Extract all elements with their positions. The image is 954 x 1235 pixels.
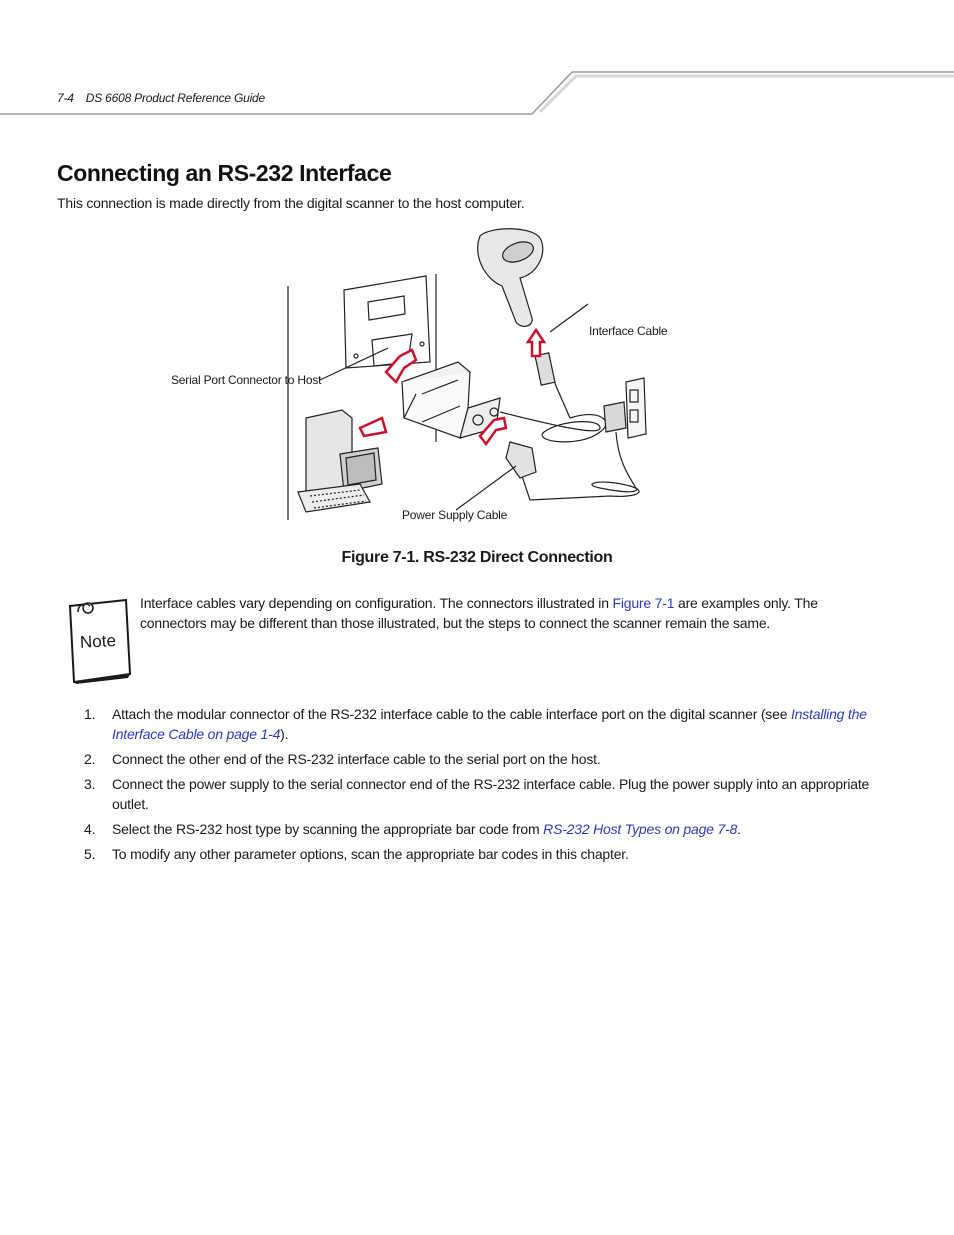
note-text bbox=[140, 593, 820, 633]
label-interface-cable: Interface Cable bbox=[589, 324, 668, 338]
label-power-supply: Power Supply Cable bbox=[402, 508, 508, 522]
host-types-link[interactable]: RS-232 Host Types on page 7-8 bbox=[543, 821, 738, 837]
step-text: Connect the other end of the RS-232 interface cable to the serial port on the host. bbox=[112, 751, 601, 767]
figure-caption: Figure 7-1. RS-232 Direct Connection bbox=[341, 549, 613, 566]
step-number: 5. bbox=[84, 846, 96, 862]
power-supply-plug bbox=[506, 442, 536, 478]
section-title: Connecting an RS-232 Interface bbox=[57, 160, 392, 186]
interface-cable bbox=[500, 353, 606, 442]
step-item bbox=[84, 774, 874, 814]
step-text-after: ). bbox=[280, 726, 289, 742]
step-number: 1. bbox=[84, 706, 96, 722]
figure-link[interactable]: Figure 7-1 bbox=[612, 595, 675, 611]
serial-connector bbox=[402, 362, 500, 438]
wall-outlet bbox=[520, 378, 646, 500]
scanner-illustration bbox=[478, 229, 543, 327]
step-item bbox=[84, 844, 874, 864]
section-intro: This connection is made directly from the digital scanner to the host computer. bbox=[57, 195, 525, 211]
step-item bbox=[84, 704, 874, 744]
step-text: Select the RS-232 host type by scanning the appropriate bar code from bbox=[112, 821, 544, 837]
connection-figure bbox=[160, 222, 680, 532]
step-text: To modify any other parameter options, scan the appropriate bar codes in this chapter. bbox=[112, 846, 629, 862]
step-item bbox=[84, 749, 874, 769]
page-number: 7-4 bbox=[57, 91, 74, 105]
note-text-after: are examples only. The connectors may be different than those illustrated, but the steps to connect the scanner remain the same. bbox=[140, 595, 818, 631]
label-serial-port: Serial Port Connector to Host bbox=[171, 373, 322, 387]
guide-title: DS 6608 Product Reference Guide bbox=[85, 91, 265, 105]
step-text: Attach the modular connector of the RS-232 interface cable to the cable interface port on the digital scanner (see bbox=[112, 706, 791, 722]
running-header bbox=[57, 91, 265, 105]
installing-cable-link[interactable]: Installing the Interface Cable on page 1-4 bbox=[112, 706, 867, 742]
note-label: Note bbox=[79, 631, 117, 652]
note-text-before: Interface cables vary depending on configuration. The connectors illustrated in bbox=[140, 595, 613, 611]
steps-list bbox=[84, 704, 874, 869]
step-number: 4. bbox=[84, 821, 96, 837]
step-number: 3. bbox=[84, 776, 96, 792]
step-text-after: . bbox=[737, 821, 741, 837]
step-text: Connect the power supply to the serial connector end of the RS-232 interface cable. Plug the power supply into an appropriate outlet. bbox=[112, 776, 870, 812]
step-item bbox=[84, 819, 874, 839]
step-number: 2. bbox=[84, 751, 96, 767]
